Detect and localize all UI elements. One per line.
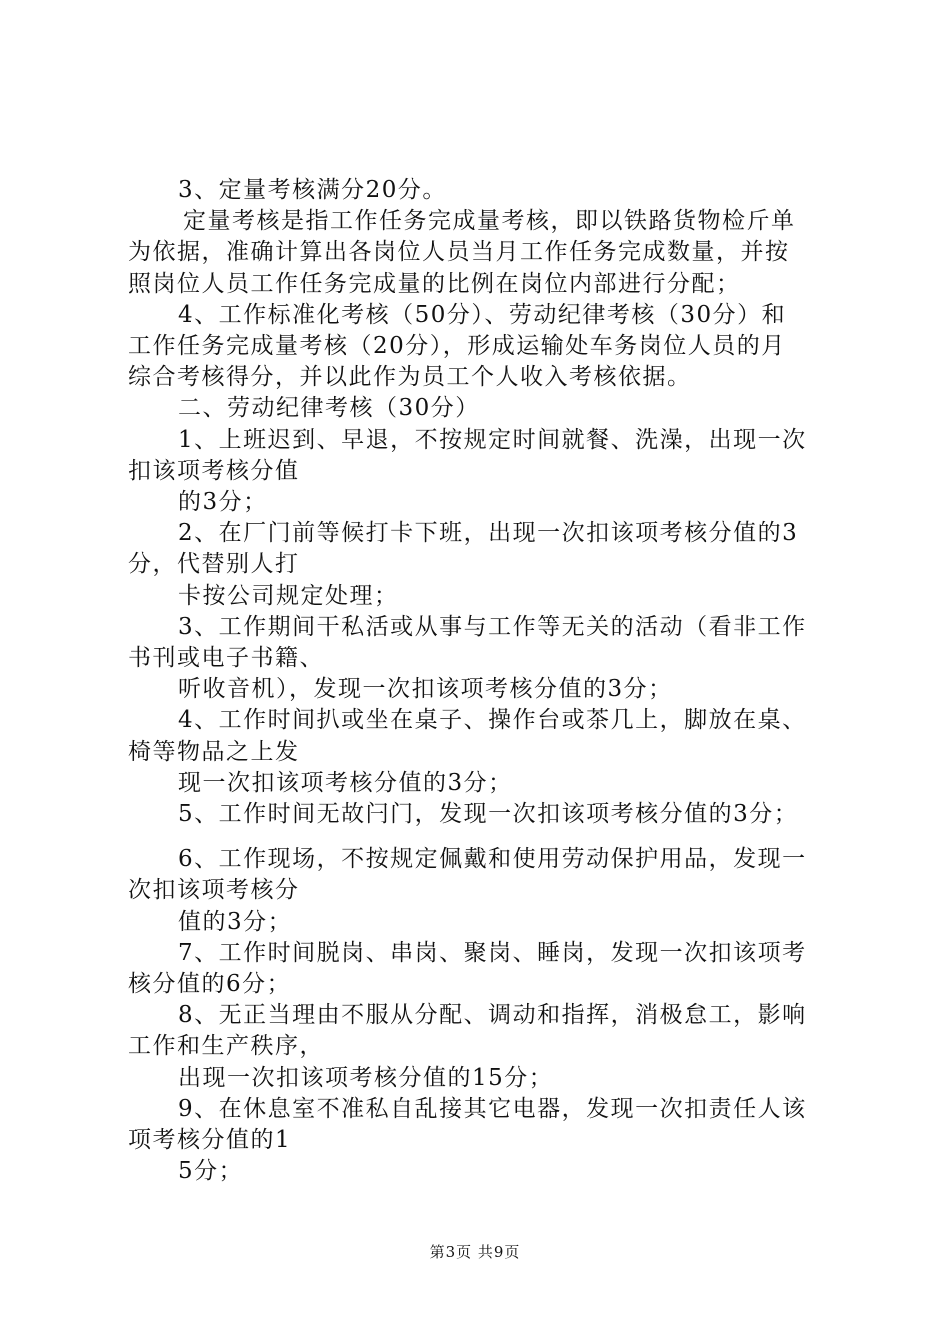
paragraph-line: 核分值的6分； xyxy=(128,971,292,997)
paragraph-line: 7、工作时间脱岗、串岗、聚岗、睡岗，发现一次扣该项考 xyxy=(178,939,807,966)
paragraph-line: 次扣该项考核分 xyxy=(128,877,300,904)
paragraph-line: 定量考核是指工作任务完成量考核，即以铁路货物检斤单 xyxy=(183,208,796,235)
paragraph-line: 9、在休息室不准私自乱接其它电器，发现一次扣责任人该 xyxy=(178,1095,807,1122)
paragraph-line: 3、工作期间干私活或从事与工作等无关的活动（看非工作 xyxy=(178,613,807,640)
paragraph-line: 综合考核得分，并以此作为员工个人收入考核依据。 xyxy=(128,364,692,391)
paragraph-line: 照岗位人员工作任务完成量的比例在岗位内部进行分配； xyxy=(128,270,741,297)
paragraph-line: 工作任务完成量考核（20分），形成运输处车务岗位人员的月 xyxy=(128,333,786,359)
paragraph-line: 5、工作时间无故闩门，发现一次扣该项考核分值的3分； xyxy=(178,801,799,827)
paragraph-line: 值的3分； xyxy=(178,908,293,935)
paragraph-line: 2、在厂门前等候打卡下班，出现一次扣该项考核分值的3 xyxy=(178,520,799,547)
paragraph-line: 3、定量考核满分20分。 xyxy=(178,177,447,203)
paragraph-line: 为依据，准确计算出各岗位人员当月工作任务完成数量，并按 xyxy=(128,239,790,266)
paragraph-line: 分，代替别人打 xyxy=(128,551,300,578)
paragraph-line: 现一次扣该项考核分值的3分； xyxy=(178,769,513,796)
paragraph-line: 书刊或电子书籍、 xyxy=(128,645,324,671)
paragraph-line: 扣该项考核分值 xyxy=(128,457,300,484)
paragraph-line: 项考核分值的1 xyxy=(128,1127,292,1153)
paragraph-line: 1、上班迟到、早退，不按规定时间就餐、洗澡，出现一次 xyxy=(178,426,807,453)
paragraph-line: 椅等物品之上发 xyxy=(128,738,300,765)
paragraph-line: 5分； xyxy=(178,1158,244,1185)
page-number-footer: 第3页 共9页 xyxy=(429,1243,521,1261)
paragraph-line: 4、工作标准化考核（50分）、劳动纪律考核（30分）和 xyxy=(178,301,787,328)
paragraph-line: 工作和生产秩序， xyxy=(128,1033,324,1060)
paragraph-line: 8、无正当理由不服从分配、调动和指挥，消极怠工，影响 xyxy=(178,1002,807,1029)
section-heading: 二、劳动纪律考核（30分） xyxy=(178,395,480,422)
paragraph-line: 6、工作现场，不按规定佩戴和使用劳动保护用品，发现一 xyxy=(178,846,807,873)
paragraph-line: 4、工作时间扒或坐在桌子、操作台或茶几上，脚放在桌、 xyxy=(178,707,807,734)
paragraph-line: 听收音机），发现一次扣该项考核分值的3分； xyxy=(178,676,673,703)
paragraph-line: 卡按公司规定处理； xyxy=(178,582,399,609)
paragraph-line: 出现一次扣该项考核分值的15分； xyxy=(178,1064,554,1091)
paragraph-line: 的3分； xyxy=(178,489,268,515)
